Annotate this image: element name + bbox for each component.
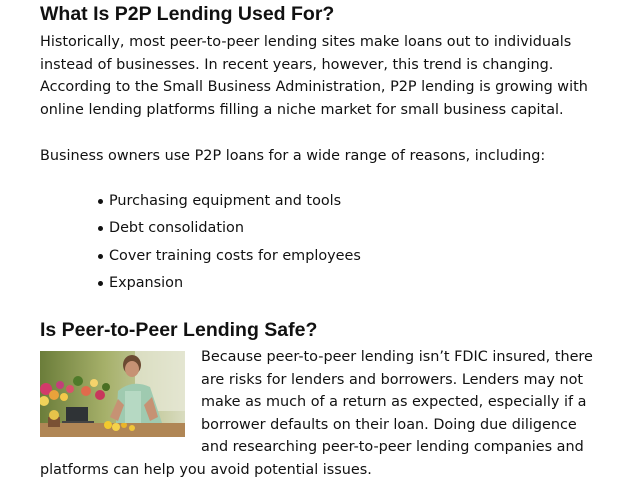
- paragraph-history: Historically, most peer-to-peer lending sites make loans out to individuals instead of businesses. In recent years, however, this trend is changing. According to the Small Business Administration, P2P lending is growing with online lending platforms filling a niche market for small business capital.: [40, 34, 588, 118]
- list-item-text: Purchasing equipment and tools: [109, 193, 342, 209]
- list-item: [109, 272, 361, 299]
- section-heading-p2p-uses: What Is P2P Lending Used For?: [40, 3, 335, 25]
- list-item-text: Cover training costs for employees: [109, 247, 361, 264]
- list-item-text: Debt consolidation: [109, 220, 244, 237]
- list-item-text: Expansion: [109, 274, 184, 291]
- bullet-icon: [98, 254, 103, 259]
- bullet-icon: [98, 199, 103, 204]
- list-item: [109, 245, 361, 272]
- paragraph-safety-text: Because peer-to-peer lending isn’t FDIC insured, there are risks for lenders and borrowers. Lenders may not make as much of a return as expected, especially if a borrower defaults on their loan. Doing due diligence and researching peer-to-peer lending companies and platforms can help you avoid potential issues.: [40, 349, 593, 478]
- bullet-icon: [98, 226, 103, 231]
- reasons-list: [40, 190, 361, 299]
- list-item: [109, 190, 361, 217]
- section-heading-safety: Is Peer-to-Peer Lending Safe?: [40, 319, 318, 341]
- bullet-icon: [98, 281, 103, 286]
- paragraph-safety: [40, 346, 600, 481]
- paragraph-reasons-intro: Business owners use P2P loans for a wide range of reasons, including:: [40, 148, 546, 164]
- list-item: [109, 217, 361, 244]
